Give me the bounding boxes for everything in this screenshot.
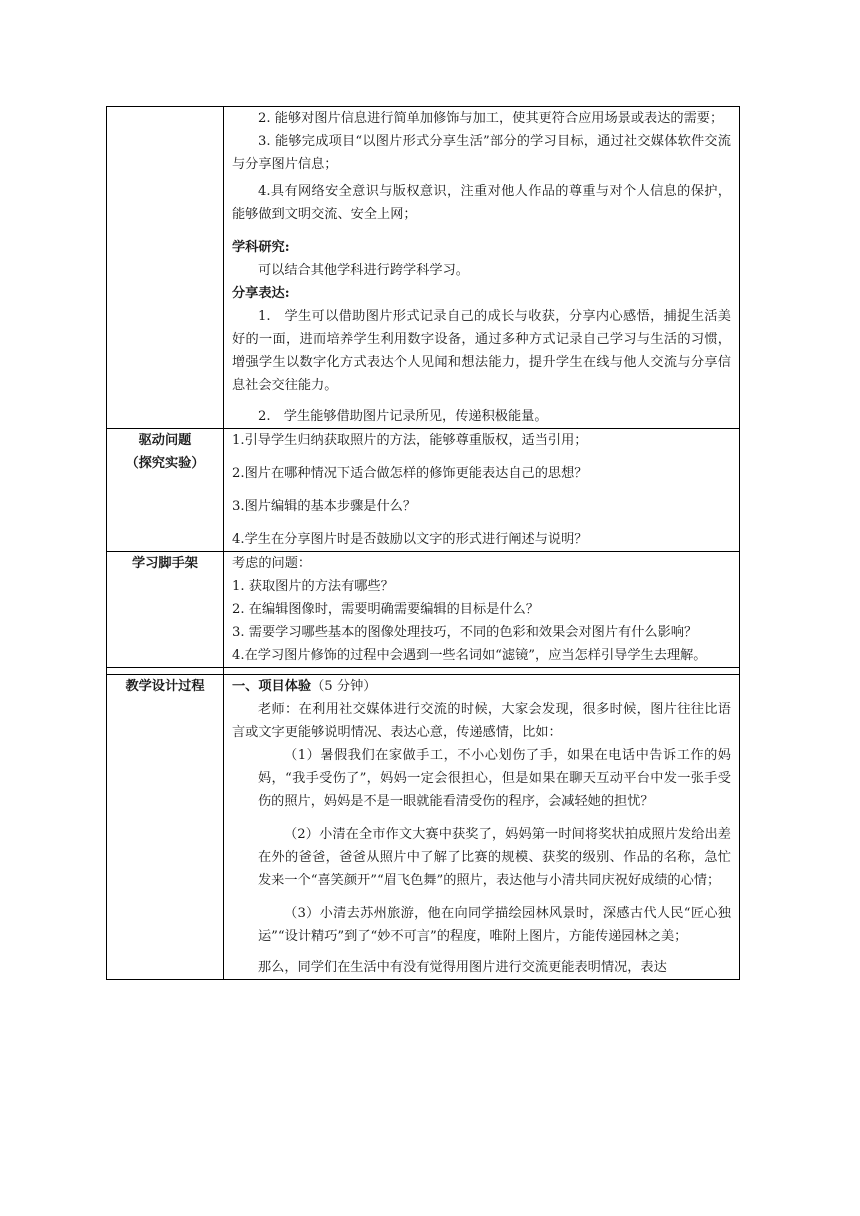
process-label: 教学设计过程 bbox=[107, 675, 224, 980]
lesson-plan-table bbox=[106, 106, 740, 980]
process-heading-text: 一、项目体验 bbox=[232, 679, 312, 694]
driving-label-line1: 驱动问题 bbox=[138, 433, 192, 448]
objective-item: 2. 能够对图片信息进行简单加修饰与加工，使其更符合应用场景或表达的需要； bbox=[258, 111, 724, 126]
share-item: 2. 学生能够借助图片记录所见，传递积极能量。 bbox=[258, 409, 548, 424]
process-example: （3）小清去苏州旅游，他在向同学描绘园林风景时，深感古代人民“匠心独运”“设计精巧”到了“妙不可言”的程度，唯附上图片，方能传递园林之美； bbox=[258, 906, 731, 944]
driving-question-label bbox=[107, 429, 224, 552]
driving-question-item: 3.图片编辑的基本步骤是什么？ bbox=[232, 499, 417, 514]
objective-item: 3. 能够完成项目“以图片形式分享生活”部分的学习目标，通过社交媒体软件交流与分享图片信息； bbox=[232, 134, 731, 172]
process-content bbox=[224, 675, 740, 980]
driving-label-line2: （探究实验） bbox=[125, 456, 205, 471]
process-row bbox=[107, 675, 740, 980]
objectives-row bbox=[107, 107, 740, 429]
research-text: 可以结合其他学科进行跨学科学习。 bbox=[258, 263, 469, 278]
objectives-content-cell bbox=[224, 107, 740, 429]
process-intro: 老师：在利用社交媒体进行交流的时候，大家会发现，很多时候，图片往往比语言或文字更能够说明情况、表达心意，传递感情，比如： bbox=[232, 702, 731, 740]
process-example: （2）小清在全市作文大赛中获奖了，妈妈第一时间将奖状拍成照片发给出差在外的爸爸，爸爸从照片中了解了比赛的规模、获奖的级别、作品的名称，急忙发来一个“喜笑颜开”“眉飞色舞”的照片，表达他与小清共同庆祝好成绩的心情； bbox=[258, 827, 731, 888]
driving-question-content bbox=[224, 429, 740, 552]
process-heading-time: （5 分钟） bbox=[311, 679, 377, 694]
objectives-label-cell bbox=[107, 107, 224, 429]
scaffold-item: 1. 获取图片的方法有哪些？ bbox=[232, 579, 394, 594]
process-closing: 那么，同学们在生活中有没有觉得用图片进行交流更能表明情况，表达 bbox=[258, 960, 667, 975]
objective-item: 4.具有网络安全意识与版权意识，注重对他人作品的尊重与对个人信息的保护，能够做到文明交流、安全上网； bbox=[232, 184, 731, 222]
driving-question-item: 1.引导学生归纳获取照片的方法，能够尊重版权，适当引用； bbox=[232, 433, 588, 448]
scaffold-row bbox=[107, 552, 740, 668]
scaffold-content bbox=[224, 552, 740, 668]
driving-question-row bbox=[107, 429, 740, 552]
separator-cell bbox=[224, 668, 740, 675]
driving-question-item: 4.学生在分享图片时是否鼓励以文字的形式进行阐述与说明？ bbox=[232, 532, 588, 547]
share-item: 1. 学生可以借助图片形式记录自己的成长与收获，分享内心感悟，捕捉生活美好的一面，进而培养学生利用数字设备，通过多种方式记录自己学习与生活的习惯，增强学生以数字化方式表达个人见闻和想法能力，提升学生在线与他人交流与分享信息社会交往能力。 bbox=[232, 309, 731, 393]
research-heading: 学科研究: bbox=[232, 240, 290, 255]
scaffold-item: 2. 在编辑图像时，需要明确需要编辑的目标是什么？ bbox=[232, 602, 539, 617]
process-example: （1）暑假我们在家做手工，不小心划伤了手，如果在电话中告诉工作的妈妈，“我手受伤了”，妈妈一定会很担心，但是如果在聊天互动平台中发一张手受伤的照片，妈妈是不是一眼就能看清受伤的程序，会减轻她的担忧？ bbox=[258, 748, 731, 809]
scaffold-item: 4.在学习图片修饰的过程中会遇到一些名词如“滤镜”，应当怎样引导学生去理解。 bbox=[232, 648, 707, 663]
process-heading bbox=[232, 675, 731, 698]
share-heading: 分享表达: bbox=[232, 286, 290, 301]
separator-row bbox=[107, 668, 740, 675]
scaffold-item: 3. 需要学习哪些基本的图像处理技巧，不同的色彩和效果会对图片有什么影响？ bbox=[232, 625, 698, 640]
scaffold-label: 学习脚手架 bbox=[107, 552, 224, 668]
scaffold-intro: 考虑的问题： bbox=[232, 556, 312, 571]
separator-cell bbox=[107, 668, 224, 675]
driving-question-item: 2.图片在哪种情况下适合做怎样的修饰更能表达自己的思想？ bbox=[232, 466, 588, 481]
